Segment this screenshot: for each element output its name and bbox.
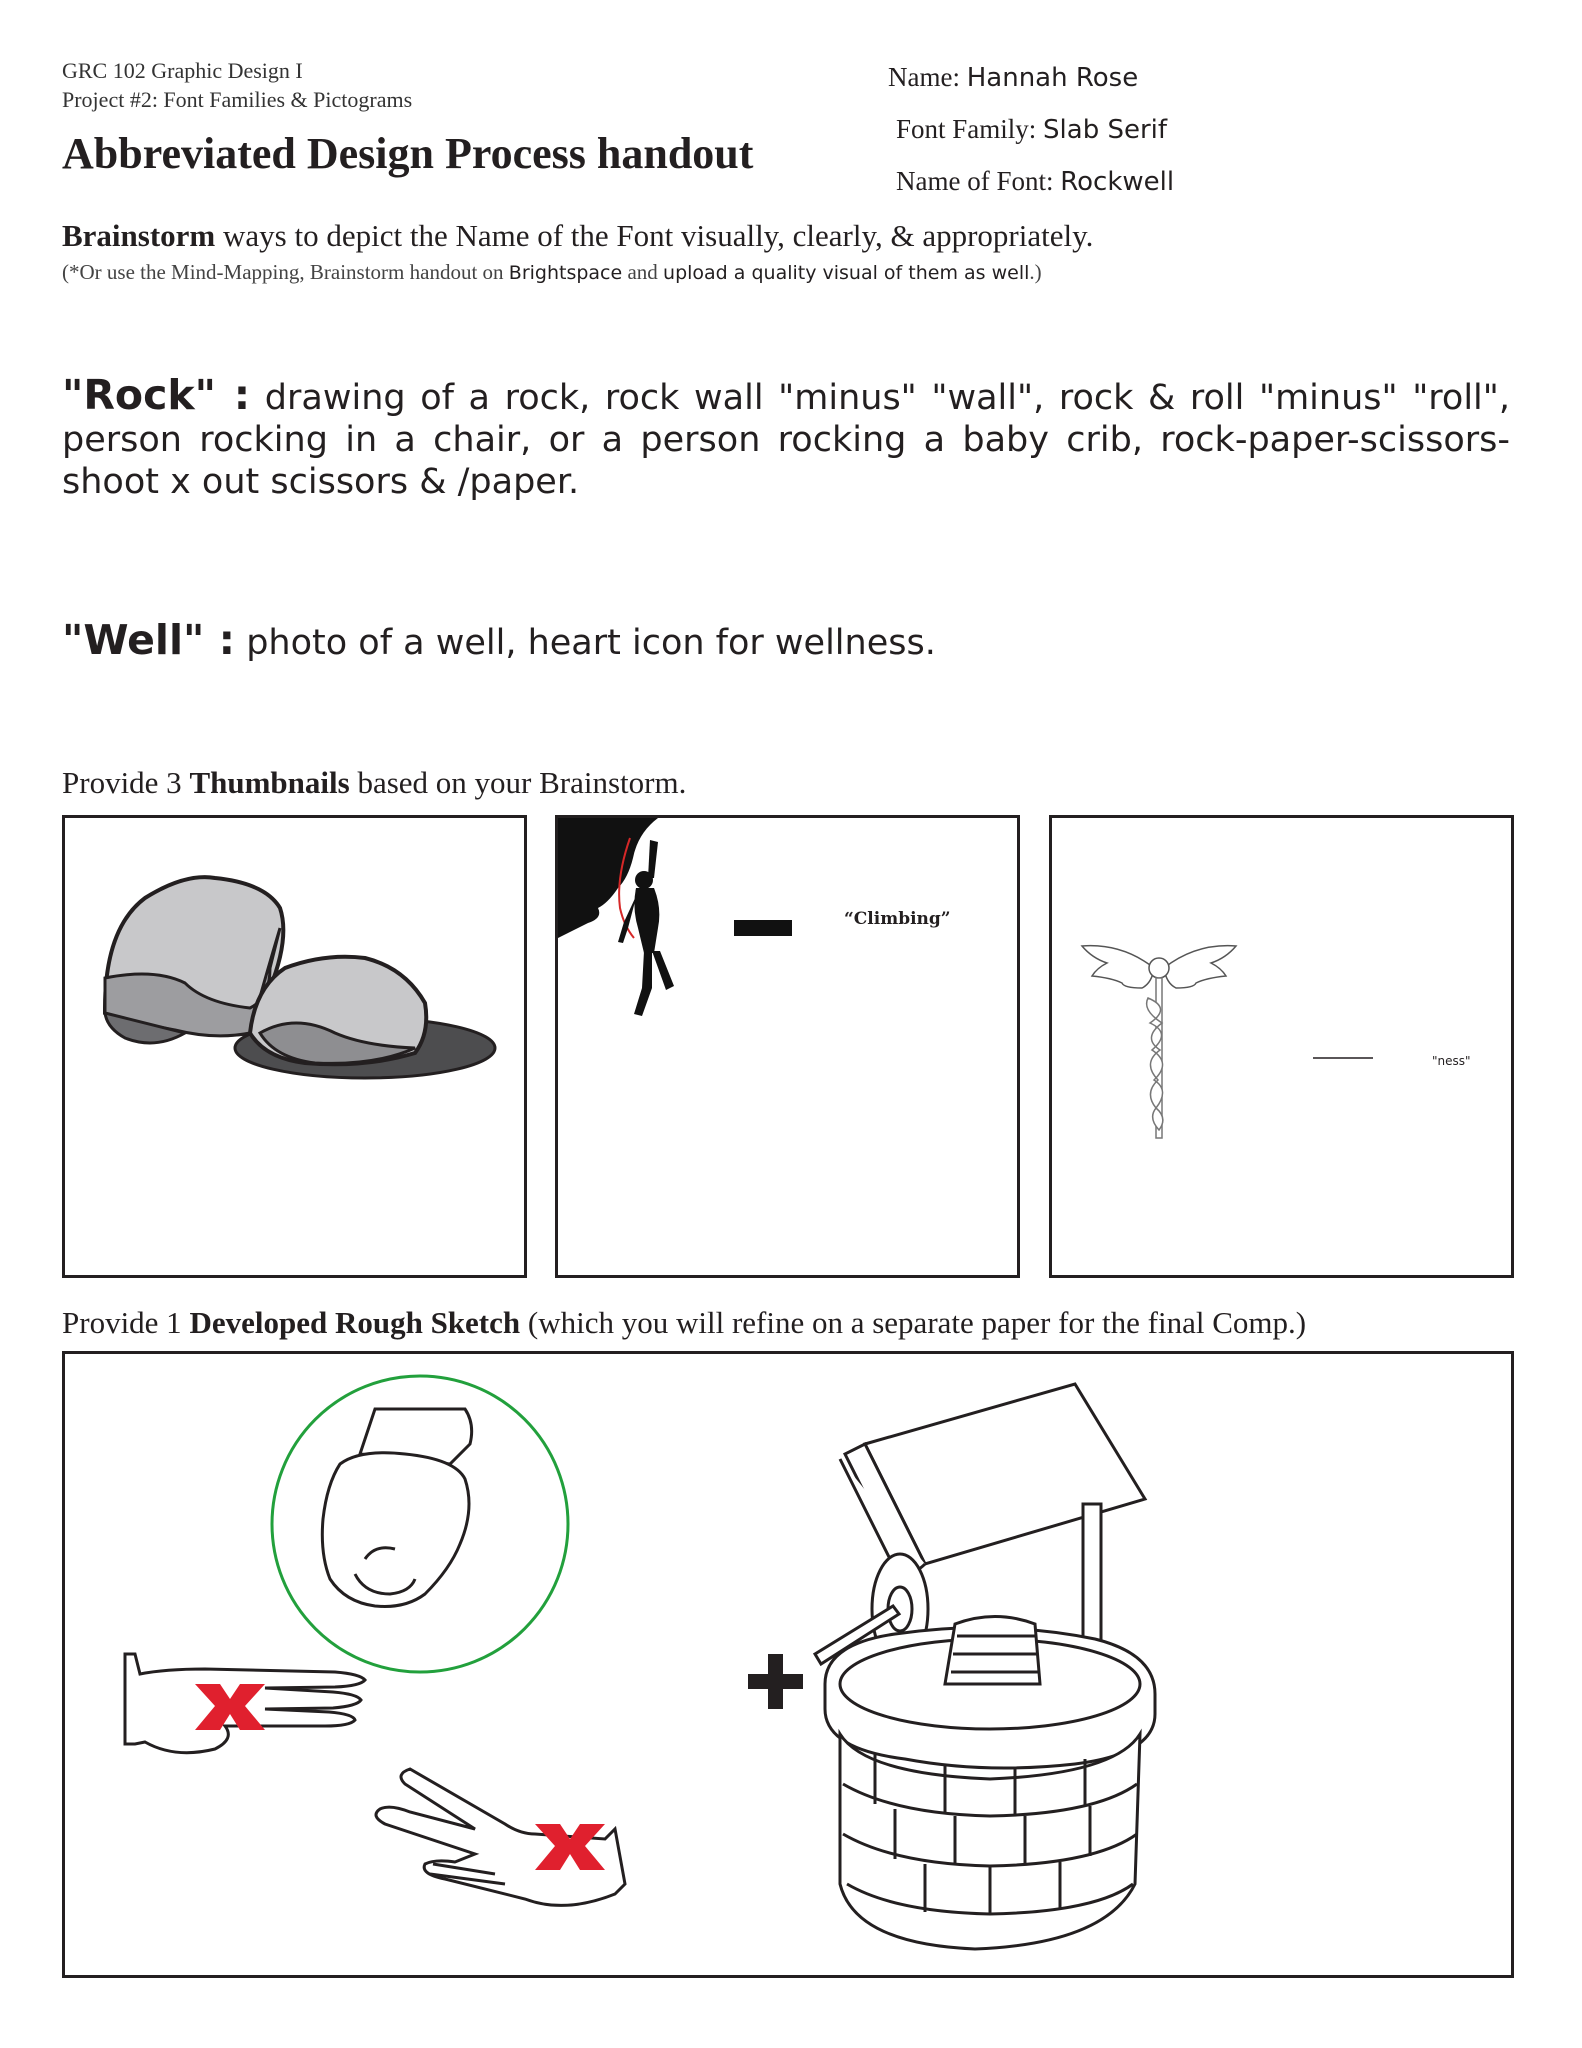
brainstorm-rest: ways to depict the Name of the Font visually, clearly, & appropriately. — [215, 218, 1094, 253]
rough-label-post: (which you will refine on a separate paper for the final Comp.) — [520, 1305, 1307, 1340]
brainstorm-instruction — [62, 218, 1093, 254]
thumbnail-wellness — [1049, 815, 1514, 1278]
caduceus-staff — [1147, 978, 1163, 1138]
note-pre: (*Or use the Mind-Mapping, Brainstorm handout on — [62, 260, 509, 284]
thumbnails-label — [62, 765, 686, 801]
well-text: photo of a well, heart icon for wellness. — [235, 623, 936, 663]
note-mid: and — [622, 260, 664, 284]
thumbnails-label-pre: Provide 3 — [62, 765, 190, 800]
font-family-label: Font Family: — [896, 114, 1037, 144]
rough-sketch-label — [62, 1305, 1306, 1341]
minus-sign — [734, 920, 792, 936]
font-family-value: Slab Serif — [1043, 115, 1168, 145]
note-upload: upload a quality visual of them as well — [663, 262, 1030, 284]
course-info — [62, 56, 412, 114]
brainstorm-bold: Brainstorm — [62, 218, 216, 253]
brainstorm-note — [62, 260, 1042, 285]
name-label: Name: — [888, 62, 960, 92]
rock-text: drawing of a rock, rock wall "minus" "wall", rock & roll "minus" "roll", person rocking in a chair, or a person rocking a baby crib, rock-paper-scissors-shoot x out scissors & /paper. — [62, 378, 1510, 502]
font-name-row — [896, 166, 1174, 197]
thumbnails-label-bold: Thumbnails — [189, 765, 350, 800]
rock-key: "Rock" : — [62, 371, 251, 419]
course-line-1: GRC 102 Graphic Design I — [62, 58, 303, 83]
note-link: Brightspace — [508, 262, 623, 284]
rough-sketch-illustration — [65, 1354, 1511, 1975]
note-end: .) — [1029, 260, 1042, 284]
wishing-well — [815, 1384, 1155, 1949]
climbing-label: “Climbing” — [844, 909, 951, 929]
rock-idea — [62, 371, 1510, 503]
thumbnail-rocks — [62, 815, 527, 1278]
climber-illustration — [558, 818, 1017, 1275]
name-value: Hannah Rose — [966, 63, 1139, 93]
plus-sign — [748, 1654, 803, 1709]
ness-label: "ness" — [1432, 1054, 1471, 1068]
well-key: "Well" : — [62, 616, 236, 664]
well-idea — [62, 616, 1510, 664]
rough-label-pre: Provide 1 — [62, 1305, 190, 1340]
rough-label-bold: Developed Rough Sketch — [189, 1305, 521, 1340]
font-family-row — [896, 114, 1167, 145]
rocks-illustration — [65, 818, 524, 1275]
thumbnail-rock-wall — [555, 815, 1020, 1278]
rock-fist — [322, 1409, 471, 1607]
rough-sketch-box — [62, 1351, 1514, 1978]
font-name-label: Name of Font: — [896, 166, 1054, 196]
font-name-value: Rockwell — [1060, 167, 1175, 197]
page-title: Abbreviated Design Process handout — [62, 129, 754, 178]
caduceus-illustration — [1052, 818, 1511, 1275]
thumbnails-label-post: based on your Brainstorm. — [349, 765, 687, 800]
course-line-2: Project #2: Font Families & Pictograms — [62, 87, 413, 112]
name-row — [888, 62, 1138, 93]
